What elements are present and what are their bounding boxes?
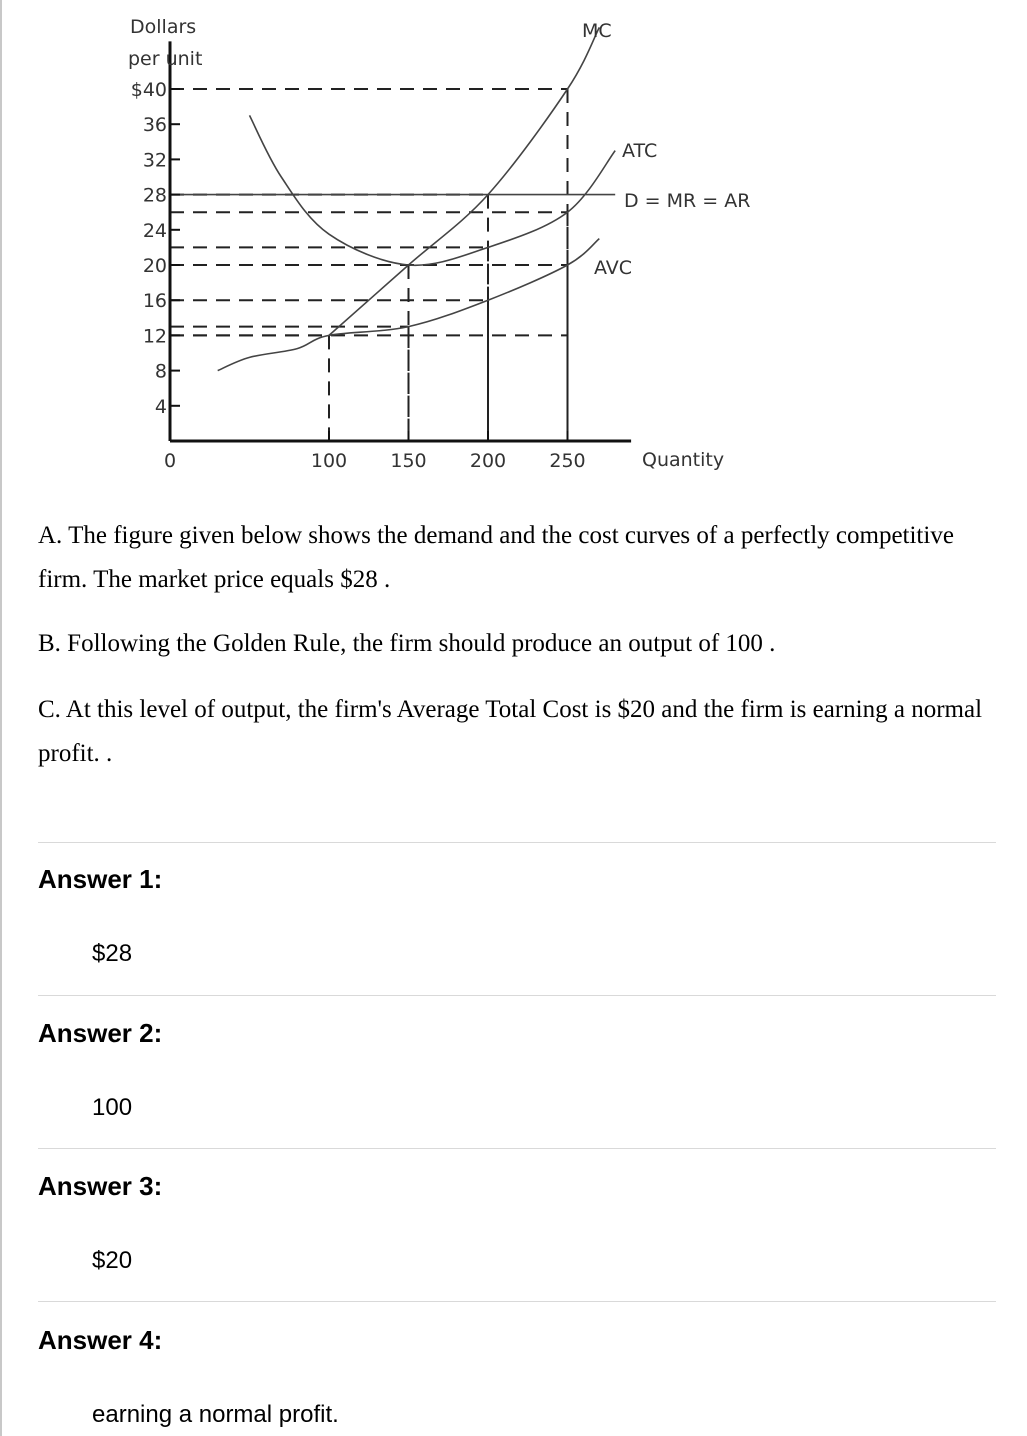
x-tick-label: 100 — [310, 450, 348, 472]
mc-curve-label: MC — [582, 20, 612, 42]
answer-4-value[interactable]: earning a normal profit. — [92, 1401, 339, 1428]
answer-3-label: Answer 3: — [38, 1171, 163, 1201]
divider — [38, 842, 996, 843]
y-tick-label: 4 — [154, 395, 167, 418]
answer-3-value[interactable]: $20 — [92, 1247, 133, 1274]
answer-1-value[interactable]: $28 — [92, 940, 133, 967]
question-part-a: A. The figure given below shows the demand and the cost curves of a perfectly competitive firm. The market price equals $28 . — [38, 522, 954, 593]
x-tick-label: 0 — [163, 450, 177, 472]
answer-2-label: Answer 2: — [38, 1018, 163, 1048]
y-tick-label: 12 — [142, 325, 167, 348]
demand-curve-label: D = MR = AR — [624, 190, 751, 212]
y-tick-label: 20 — [142, 255, 167, 277]
divider — [38, 995, 996, 996]
divider — [38, 1301, 996, 1302]
y-tick-label: 32 — [142, 149, 167, 172]
x-tick-label: 250 — [549, 450, 586, 472]
x-tick-label: 200 — [469, 450, 507, 472]
question-part-c: C. At this level of output, the firm's Average Total Cost is $20 and the firm is earning a normal profit. . — [38, 696, 983, 767]
y-tick-label: 8 — [154, 360, 167, 383]
y-axis-label-line1: Dollars — [130, 16, 197, 38]
y-tick-label: 28 — [142, 184, 167, 207]
mc-curve — [329, 27, 599, 335]
x-tick-label: 150 — [390, 450, 427, 472]
atc-curve-label: ATC — [622, 140, 658, 162]
avc-curve-label: AVC — [594, 257, 633, 279]
question-part-b: B. Following the Golden Rule, the firm should produce an output of 100 . — [38, 630, 776, 657]
answer-4-label: Answer 4: — [38, 1325, 163, 1355]
answer-1-label: Answer 1: — [38, 864, 163, 894]
y-tick-label: 36 — [142, 114, 167, 137]
y-axis-label-line2: per unit — [128, 48, 203, 70]
cost-curves-chart — [0, 0, 1027, 490]
atc-curve — [250, 115, 616, 265]
divider — [38, 1148, 996, 1149]
answer-2-value[interactable]: 100 — [92, 1094, 133, 1121]
x-axis-label: Quantity — [642, 449, 725, 471]
y-tick-label: 16 — [142, 290, 167, 313]
y-tick-label: $40 — [130, 79, 167, 101]
y-tick-label: 24 — [142, 219, 167, 242]
